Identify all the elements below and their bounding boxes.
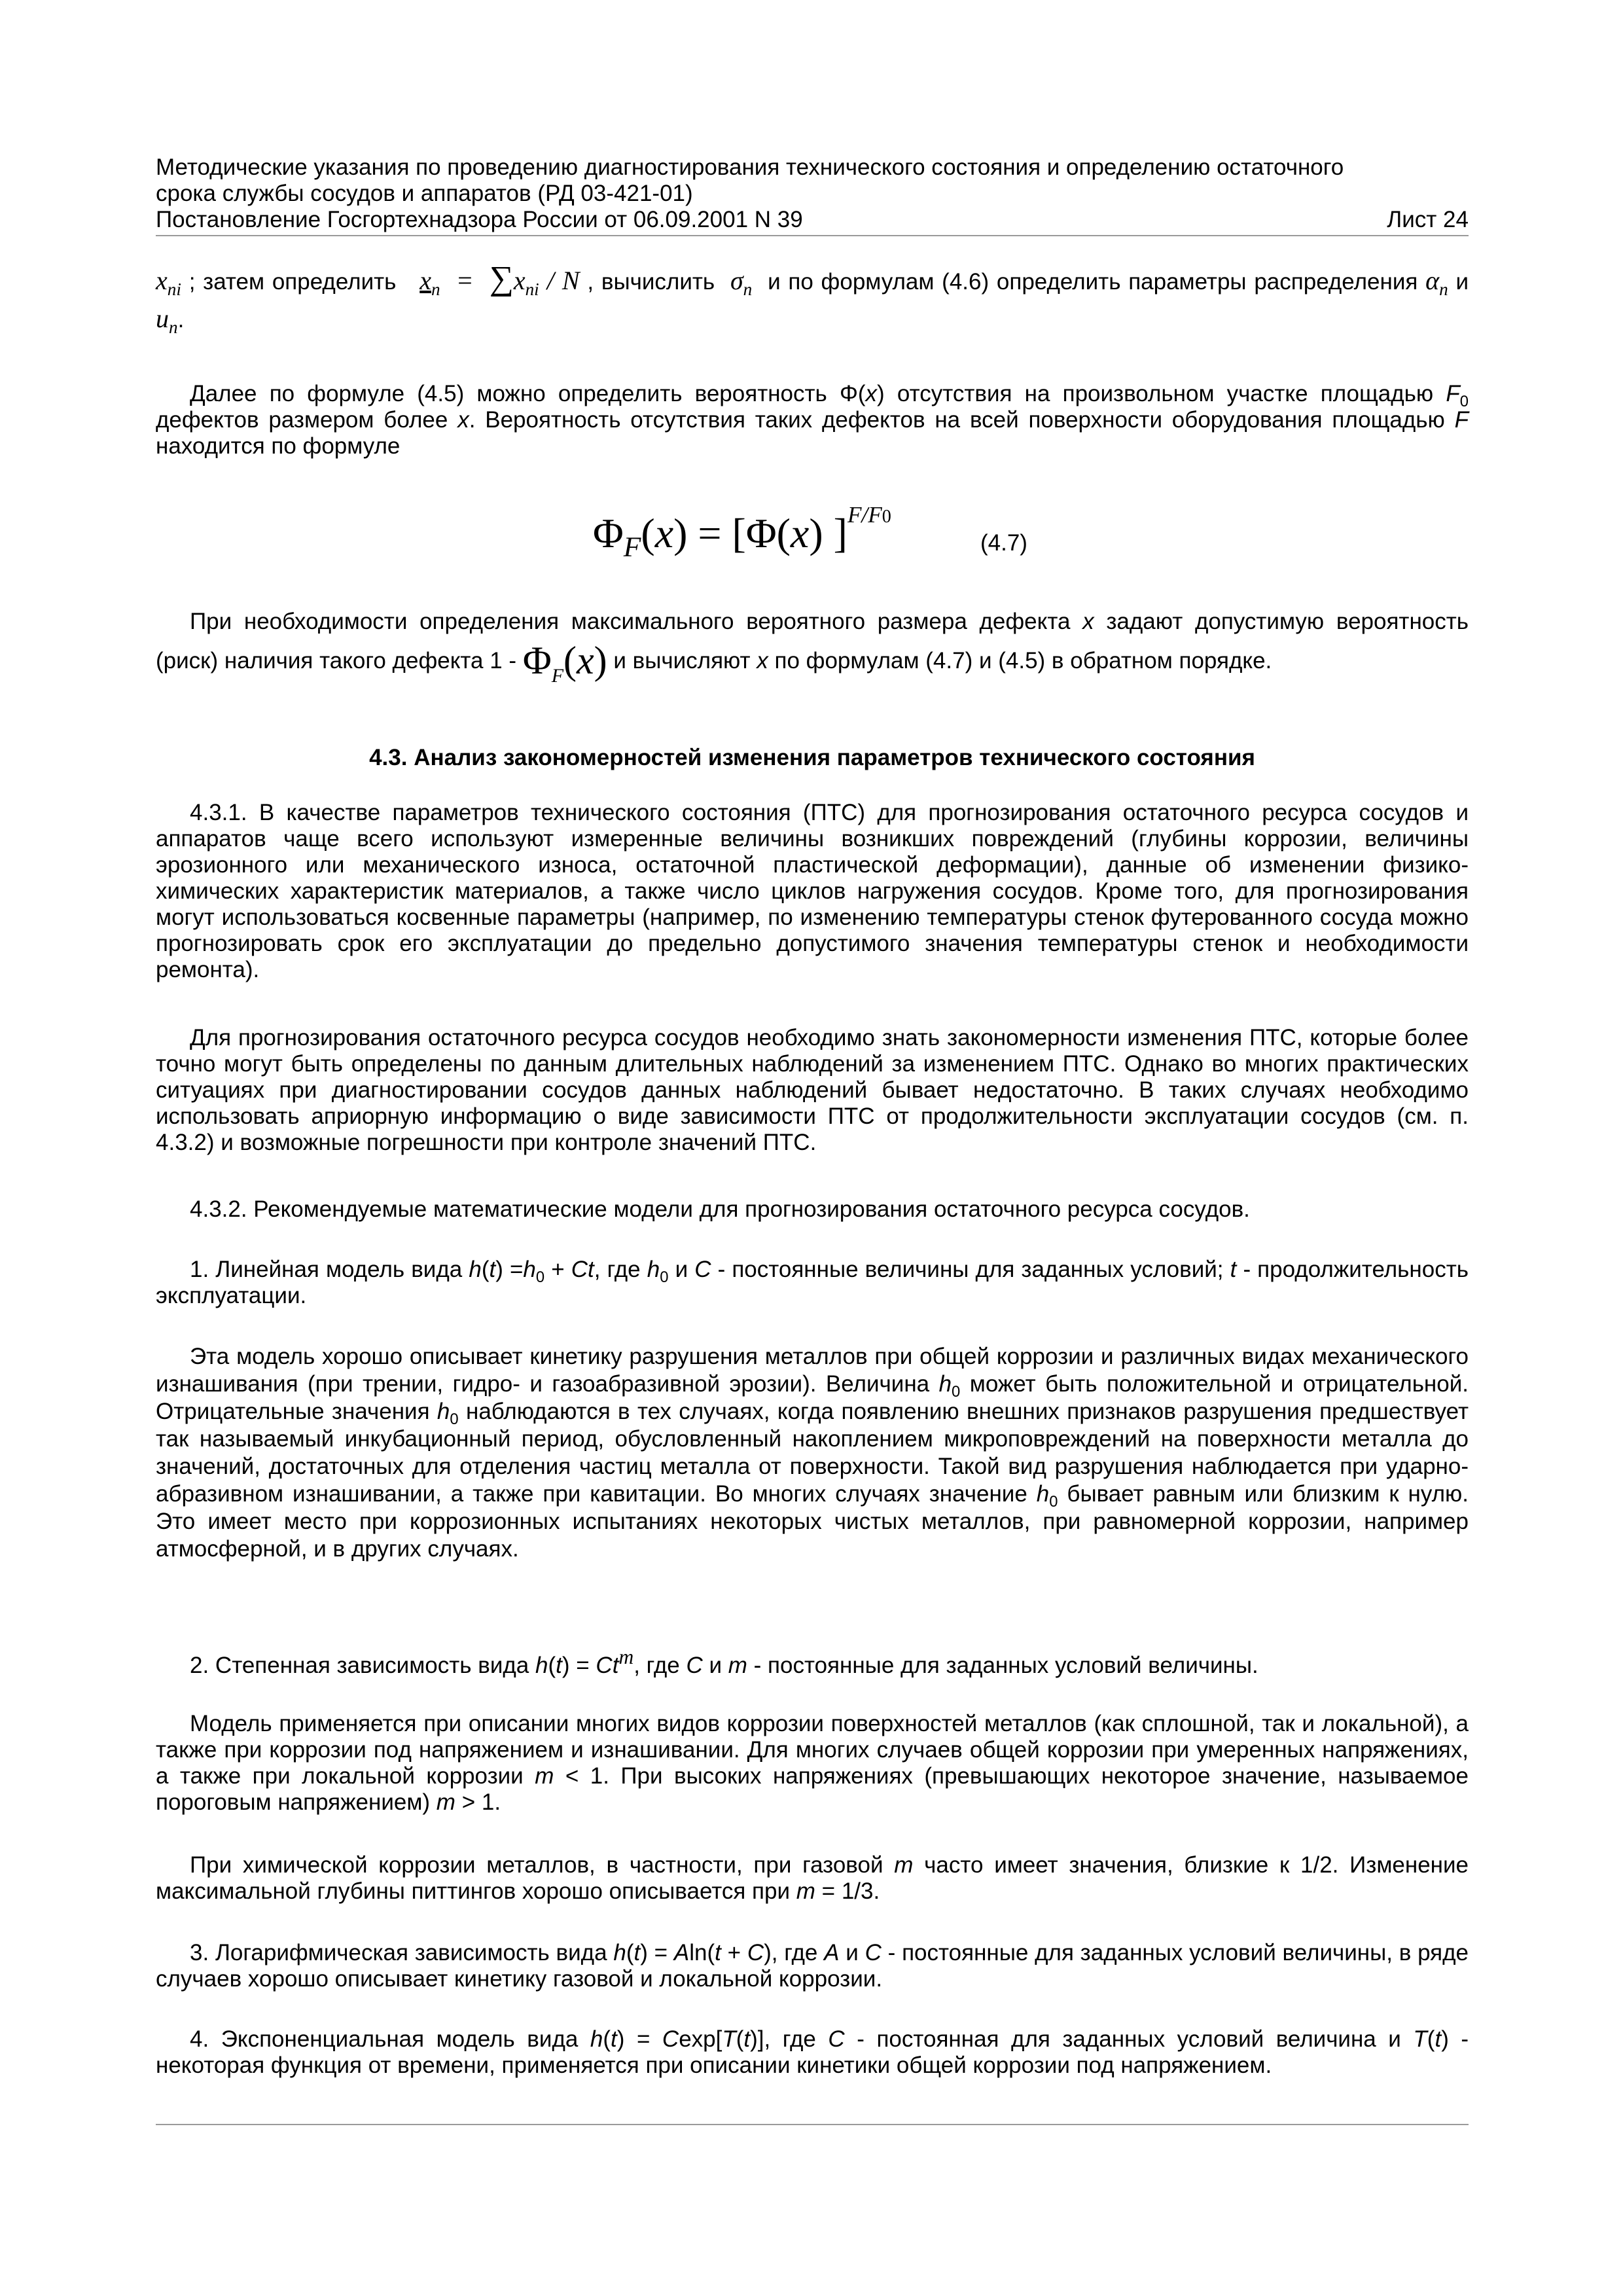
paragraph-linear-model-description: Эта модель хорошо описывает кинетику разрушения металлов при общей коррозии и различных видах механического изнашивания (при трении, гидро- и газоабразивной эрозии). Величина $h_0$ может быть положительной и отрицательной. Отрицательные значения $h_0$ наблюдаются в тех случаях, когда появлению внешних признаков разрушения предшествует так называемый инкубационный период, обусловленный накоплением микроповреждений на поверхности металла до значений, достаточных для отделения частиц металла от поверхности. Такой вид разрушения наблюдается при ударно-абразивном изнашивании, а также при кавитации. Во многих случаях значение $h_0$ бывает равным или близким к нулю. Это имеет место при коррозионных испытаниях некоторых чистых металлов, при равномерной коррозии, например атмосферной, и в других случаях. — [156, 1344, 1469, 1562]
footer-divider — [156, 2124, 1469, 2125]
header-sheet-number: Лист 24 — [1387, 207, 1469, 232]
paragraph-4-3-1: 4.3.1. В качестве параметров технического состояния (ПТС) для прогнозирования остаточного ресурса сосудов и аппаратов чаще всего используют измеренные величины возникших повреждений (глубины коррозии, величины эрозионного или механического износа, остаточной пластической деформации), данные об изменении физико-химических характеристик материалов, а также число циклов нагружения сосудов. Кроме того, для прогнозирования могут использоваться косвенные параметры (например, по изменению температуры стенок футерованного сосуда можно прогнозировать срок его эксплуатации до предельно допустимого значения температуры стенок и необходимости ремонта). — [156, 800, 1469, 982]
header-title-line-2: срока службы сосудов и аппаратов (РД 03-421-01) — [156, 181, 693, 206]
paragraph-2: При необходимости определения максимального вероятного размера дефекта x задают допустимую вероятность (риск) наличия такого дефекта $1 - \Phi_F(x)$ и вычисляют x по формулам (4.7) и (4.5) в обратном порядке. — [156, 609, 1469, 687]
formula-u-n: $u_n$ — [156, 304, 178, 337]
paragraph-log-model: 3. Логарифмическая зависимость вида h(t) = Aln(t + C), где A и C - постоянные для заданных условий величины, в ряде случаев хорошо описывает кинетику газовой и локальной коррозии. — [156, 1940, 1469, 1992]
formula-4-7-number: (4.7) — [980, 530, 1027, 556]
header-decree: Постановление Госгортехнадзора России от 06.09.2001 N 39 — [156, 207, 803, 232]
section-heading-4-3: 4.3. Анализ закономерностей изменения параметров технического состояния — [369, 745, 1255, 770]
paragraph-linear-model: 1. Линейная модель вида $h(t) =h_0 + Ct$, где $h_0$ и C - постоянные величины для заданных условий; t - продолжительность эксплуатации. — [156, 1257, 1469, 1308]
paragraph-1: Далее по формуле (4.5) можно определить вероятность Φ(x) отсутствия на произвольном участке площадью $F_0$ дефектов размером более x. Вероятность отсутствия таких дефектов на всей поверхности оборудования площадью F находится по формуле — [156, 381, 1469, 459]
header-title-line-1: Методические указания по проведению диагностирования технического состояния и определению остаточного — [156, 154, 1344, 180]
formula-sigma-n: $\sigma_n$ — [722, 266, 753, 299]
paragraph-exp-model: 4. Экспоненциальная модель вида h(t) = Cexp[T(t)], где C - постоянная для заданных условий величина и T(t) - некоторая функция от времени, применяется при описании кинетики общей коррозии под напряжением. — [156, 2026, 1469, 2078]
header-divider — [156, 235, 1469, 236]
paragraph-chemical-corrosion: При химической коррозии металлов, в частности, при газовой m часто имеет значения, близкие к 1/2. Изменение максимальной глубины питтингов хорошо описывается при m = 1/3. — [156, 1852, 1469, 1904]
formula-x-n-mean: $x_n = \sum x_{ni} / N$ — [419, 260, 580, 299]
paragraph-4-3-2: 4.3.2. Рекомендуемые математические модели для прогнозирования остаточного ресурса сосудов. — [190, 1196, 1250, 1222]
formula-4-7-expression: $\Phi_F(x) = [\Phi(x)$ ]$^{F/F0}$ — [593, 502, 891, 563]
paragraph-prognosis: Для прогнозирования остаточного ресурса сосудов необходимо знать закономерности изменения ПТС, которые более точно могут быть определены по данным длительных наблюдений за изменением ПТС. Однако во многих практических ситуациях при диагностировании сосудов данных наблюдений бывает недостаточно. В таких случаях необходимо использовать априорную информацию о виде зависимости ПТС от продолжительности эксплуатации сосудов (см. п. 4.3.2) и возможные погрешности при контроле значений ПТС. — [156, 1025, 1469, 1155]
paragraph-power-model: 2. Степенная зависимость вида $h(t) = Ct^m$, где C и m - постоянные для заданных условий величины. — [190, 1645, 1258, 1678]
paragraph-0: $x_{ni}$ ; затем определить $x_n = \sum x_{ni} / N$ , вычислить $\sigma_n$ и по формулам (4.6) определить параметры распределения $\alpha_n$ и $u_n$. — [156, 260, 1469, 337]
formula-alpha-n: $\alpha_n$ — [1425, 266, 1448, 299]
formula-4-7 — [156, 504, 1469, 576]
paragraph-power-model-description: Модель применяется при описании многих видов коррозии поверхностей металлов (как сплошной, так и локальной), а также при коррозии под напряжением и изнашивании. Для многих случаев общей коррозии при умеренных напряжениях, а также при локальной коррозии m < 1. При высоких напряжениях (превышающих некоторое значение, называемое пороговым напряжением) m > 1. — [156, 1711, 1469, 1815]
formula-x-ni: $x_{ni}$ — [156, 266, 181, 299]
page-header — [156, 154, 1469, 233]
formula-phi-f-inline: $\Phi_F(x)$ — [522, 639, 607, 687]
